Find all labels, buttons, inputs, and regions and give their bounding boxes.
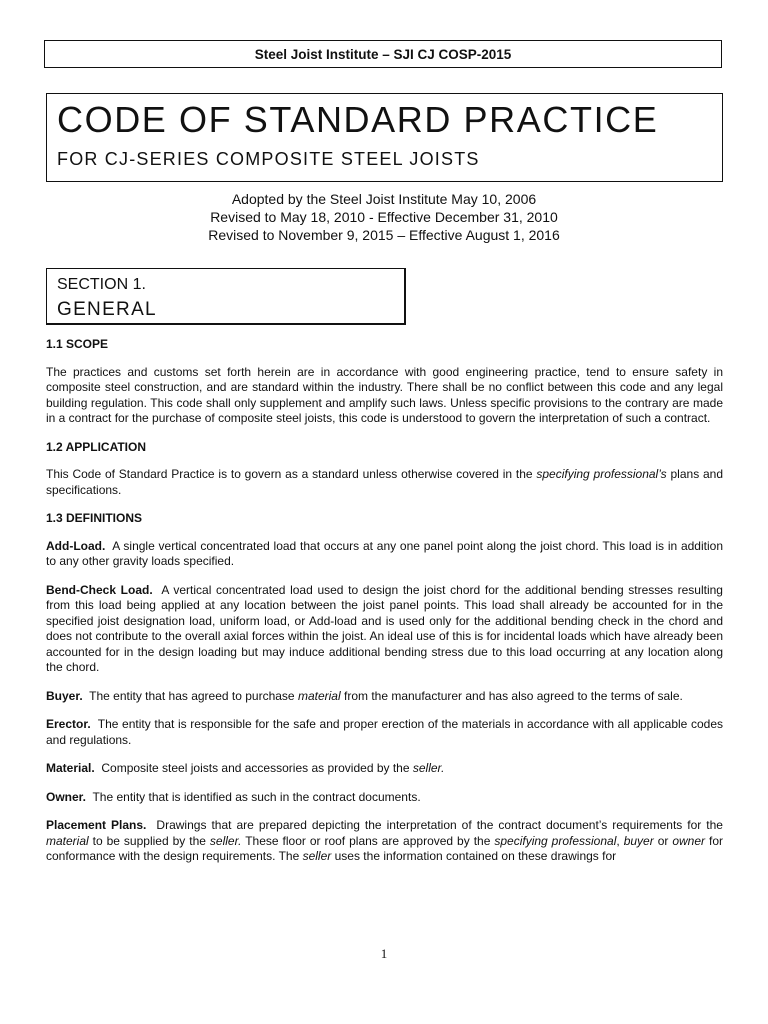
section-name: GENERAL [57, 299, 157, 320]
title-box [46, 93, 723, 182]
running-header-text: Steel Joist Institute – SJI CJ COSP-2015 [254, 46, 512, 62]
scope-paragraph: The practices and customs set forth herein are in accordance with good engineering practice, tend to ensure safety in composite steel construction, and are standard within the industry. There shall be no conflict between this code and any legal building regulation. This code shall only supplement and amplify such laws. Unless specific provisions to the contrary are made in a contract for the purchase of composite steel joists, this code is understood to govern the interpretation of such a contract. [46, 364, 723, 425]
definition-term: Placement Plans. [46, 818, 147, 832]
definition-term: Buyer. [46, 688, 83, 703]
definition-bend-check-load: Bend-Check Load. A vertical concentrated load used to design the joist chord for the additional bending stresses resulting from this load being applied at any location between the joist panel points. This load shall already be accounted for in the specified joist designation load, uniform load, or Add-load and is used only for the additional bending check in the chord and does not contribute to the overall axial forces within the joist. An ideal use of this is for incidental loads which have already been accounted for in the design loading but may induce additional bending stress due to this load occurring at any location along the chord. [46, 582, 723, 674]
definition-term: Owner. [46, 789, 87, 804]
section-number: SECTION 1. [57, 276, 146, 293]
document-subtitle: FOR CJ-SERIES COMPOSITE STEEL JOISTS [57, 149, 480, 169]
document-title: CODE OF STANDARD PRACTICE [57, 99, 659, 140]
application-paragraph: This Code of Standard Practice is to govern as a standard unless otherwise covered in the specifying professional’s plans and specifications. [46, 467, 724, 497]
running-header [44, 40, 722, 68]
section-box [46, 268, 406, 325]
page-number: 1 [380, 946, 388, 961]
body-content [46, 337, 723, 878]
definition-erector: Erector. The entity that is responsible for the safe and proper erection of the materials in accordance with all applicable codes and regulations. [46, 717, 724, 747]
definitions-heading: 1.3 DEFINITIONS [46, 511, 143, 525]
definition-term: Material. [46, 761, 95, 775]
definition-add-load: Add-Load. A single vertical concentrated load that occurs at any one panel point along the joist chord. This load is in addition to any other gravity loads specified. [46, 538, 723, 568]
definition-buyer: Buyer. The entity that has agreed to purchase material from the manufacturer and has also agreed to the terms of sale. [46, 688, 683, 703]
definition-placement-plans: Placement Plans. Drawings that are prepared depicting the interpretation of the contract document’s requirements for the material to be supplied by the seller. These floor or roof plans are approved by the specifying professional, buyer or owner for conformance with the design requirements. The seller uses the information contained on these drawings for [46, 818, 723, 863]
definition-term: Add-Load. [46, 538, 106, 553]
definition-owner: Owner. The entity that is identified as such in the contract documents. [46, 789, 421, 804]
adoption-line: Adopted by the Steel Joist Institute May 10, 2006 [231, 191, 537, 207]
revision-line: Revised to November 9, 2015 – Effective August 1, 2016 [208, 227, 560, 243]
application-heading: 1.2 APPLICATION [46, 439, 147, 454]
revision-line: Revised to May 18, 2010 - Effective December 31, 2010 [210, 209, 558, 225]
definition-material: Material. Composite steel joists and accessories as provided by the seller. [46, 761, 445, 775]
definition-term: Bend-Check Load. [46, 582, 153, 597]
definition-term: Erector. [46, 717, 91, 731]
adoption-history [0, 190, 768, 244]
scope-heading: 1.1 SCOPE [46, 337, 109, 351]
